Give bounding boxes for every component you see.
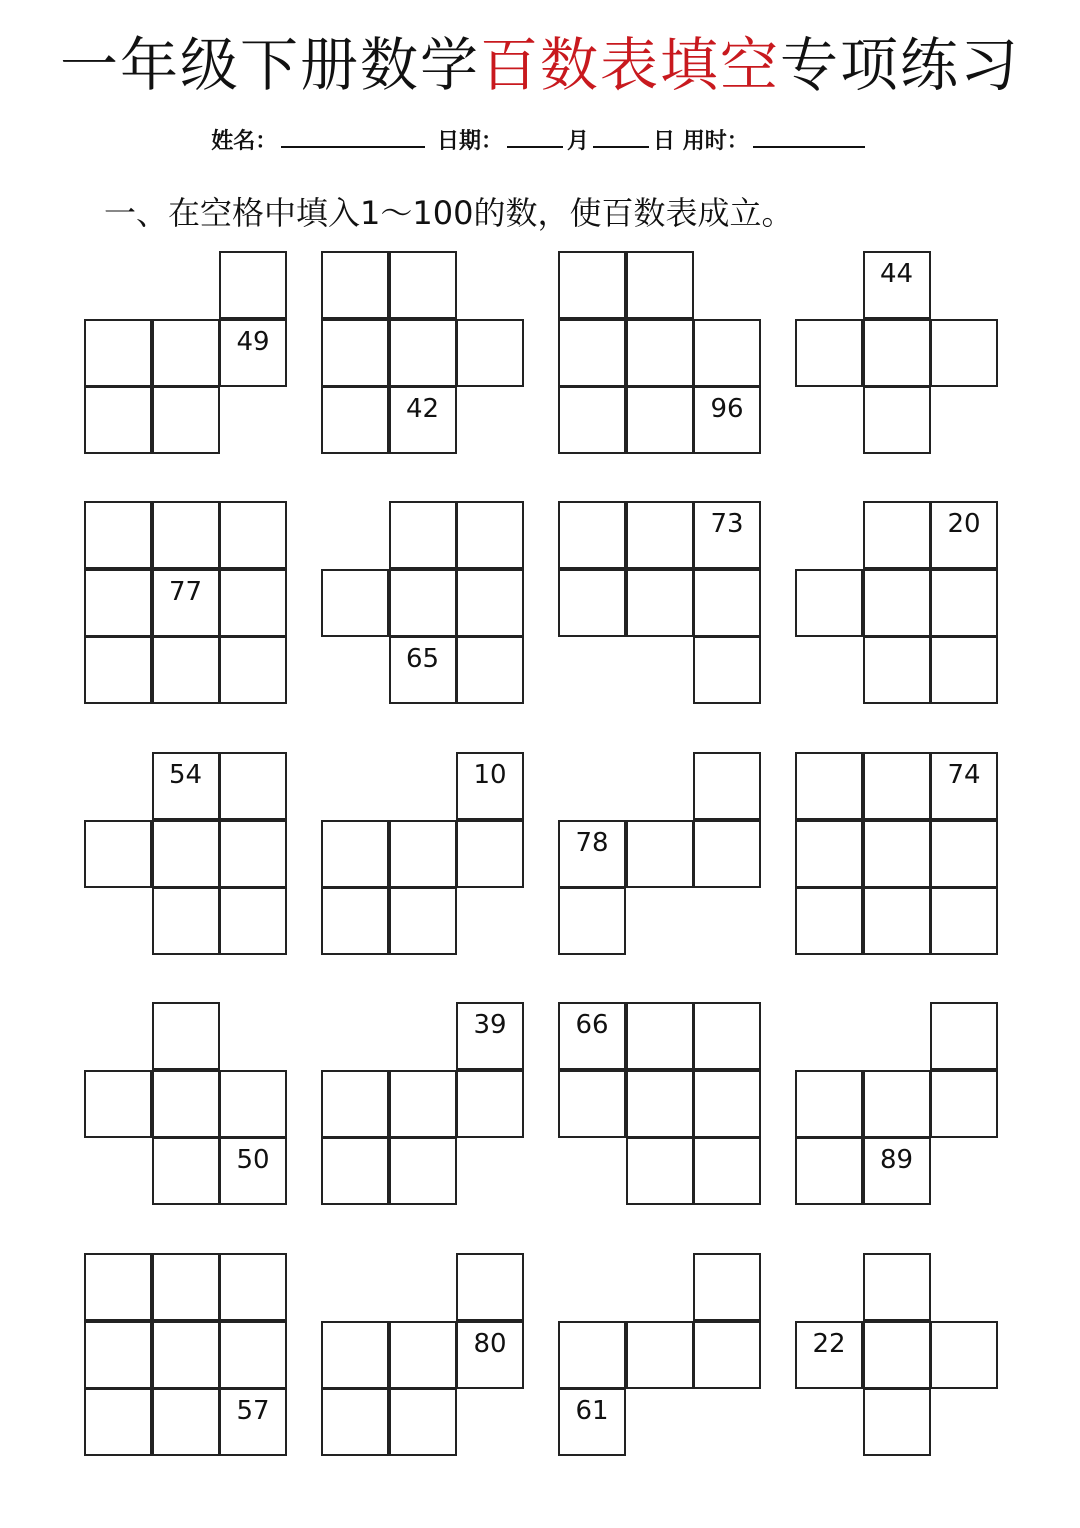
blank-cell[interactable] — [795, 752, 863, 820]
blank-cell[interactable] — [795, 1137, 863, 1205]
blank-cell[interactable] — [152, 887, 220, 955]
blank-cell[interactable] — [321, 319, 389, 387]
given-number: 80 — [473, 1328, 507, 1359]
time-blank[interactable] — [753, 126, 865, 148]
blank-cell[interactable] — [626, 569, 694, 637]
blank-cell[interactable] — [219, 569, 287, 637]
blank-cell[interactable] — [795, 319, 863, 387]
given-cell — [558, 1388, 626, 1456]
blank-cell[interactable] — [626, 251, 694, 319]
blank-cell[interactable] — [389, 319, 457, 387]
blank-cell[interactable] — [389, 251, 457, 319]
given-cell — [219, 1137, 287, 1205]
blank-cell[interactable] — [863, 319, 931, 387]
given-cell — [863, 251, 931, 319]
blank-cell[interactable] — [84, 501, 152, 569]
given-number: 89 — [879, 1145, 914, 1175]
blank-cell[interactable] — [693, 1253, 761, 1321]
blank-cell[interactable] — [558, 1321, 626, 1389]
given-number: 22 — [812, 1328, 846, 1359]
given-number: 73 — [710, 509, 744, 539]
given-number: 49 — [236, 326, 270, 357]
given-cell — [389, 636, 457, 704]
blank-cell[interactable] — [219, 752, 287, 820]
blank-cell[interactable] — [626, 1070, 694, 1138]
blank-cell[interactable] — [930, 1070, 998, 1138]
blank-cell[interactable] — [626, 1321, 694, 1389]
title-prefix: 一年级下册数学 — [59, 31, 480, 99]
page-title — [0, 18, 1080, 102]
blank-cell[interactable] — [321, 251, 389, 319]
blank-cell[interactable] — [456, 820, 524, 888]
blank-cell[interactable] — [693, 752, 761, 820]
blank-cell[interactable] — [152, 820, 220, 888]
blank-cell[interactable] — [84, 1253, 152, 1321]
blank-cell[interactable] — [152, 501, 220, 569]
blank-cell[interactable] — [84, 386, 152, 454]
blank-cell[interactable] — [84, 569, 152, 637]
blank-cell[interactable] — [863, 752, 931, 820]
blank-cell[interactable] — [693, 1002, 761, 1070]
blank-cell[interactable] — [558, 386, 626, 454]
given-cell — [558, 1002, 626, 1070]
title-highlight: 百数表填空 — [479, 31, 780, 99]
instruction-text: 一、在空格中填入1～100的数，使百数表成立。 — [104, 194, 794, 232]
blank-cell[interactable] — [321, 386, 389, 454]
blank-cell[interactable] — [626, 386, 694, 454]
blank-cell[interactable] — [693, 319, 761, 387]
blank-cell[interactable] — [152, 1137, 220, 1205]
given-number: 44 — [879, 259, 914, 289]
blank-cell[interactable] — [930, 820, 998, 888]
blank-cell[interactable] — [558, 501, 626, 569]
given-cell — [693, 386, 761, 454]
blank-cell[interactable] — [219, 251, 287, 319]
blank-cell[interactable] — [795, 569, 863, 637]
blank-cell[interactable] — [693, 636, 761, 704]
blank-cell[interactable] — [152, 319, 220, 387]
blank-cell[interactable] — [389, 1321, 457, 1389]
given-cell — [219, 1388, 287, 1456]
given-cell — [456, 1002, 524, 1070]
blank-cell[interactable] — [389, 1070, 457, 1138]
blank-cell[interactable] — [930, 1321, 998, 1389]
blank-cell[interactable] — [558, 569, 626, 637]
blank-cell[interactable] — [863, 1321, 931, 1389]
blank-cell[interactable] — [321, 820, 389, 888]
blank-cell[interactable] — [930, 636, 998, 704]
given-number: 57 — [236, 1396, 270, 1426]
given-number: 54 — [168, 760, 203, 790]
blank-cell[interactable] — [626, 319, 694, 387]
blank-cell[interactable] — [84, 1388, 152, 1456]
blank-cell[interactable] — [219, 1070, 287, 1138]
given-cell — [389, 386, 457, 454]
given-cell — [456, 1321, 524, 1389]
blank-cell[interactable] — [152, 1070, 220, 1138]
blank-cell[interactable] — [389, 1137, 457, 1205]
time-label: 用时： — [682, 129, 749, 154]
given-cell — [930, 501, 998, 569]
given-cell — [863, 1137, 931, 1205]
blank-cell[interactable] — [693, 1137, 761, 1205]
blank-cell[interactable] — [626, 1002, 694, 1070]
blank-cell[interactable] — [795, 820, 863, 888]
blank-cell[interactable] — [321, 569, 389, 637]
blank-cell[interactable] — [693, 569, 761, 637]
given-cell — [456, 752, 524, 820]
given-cell — [795, 1321, 863, 1389]
blank-cell[interactable] — [930, 887, 998, 955]
blank-cell[interactable] — [321, 1321, 389, 1389]
blank-cell[interactable] — [84, 319, 152, 387]
given-number: 78 — [575, 827, 609, 858]
given-cell — [152, 752, 220, 820]
blank-cell[interactable] — [84, 636, 152, 704]
blank-cell[interactable] — [219, 820, 287, 888]
blank-cell[interactable] — [219, 887, 287, 955]
blank-cell[interactable] — [321, 1137, 389, 1205]
blank-cell[interactable] — [84, 1070, 152, 1138]
blank-cell[interactable] — [558, 1070, 626, 1138]
blank-cell[interactable] — [456, 501, 524, 569]
blank-cell[interactable] — [863, 887, 931, 955]
given-number: 65 — [405, 644, 440, 674]
given-number: 96 — [710, 394, 744, 424]
month-blank[interactable] — [507, 126, 563, 148]
blank-cell[interactable] — [863, 1070, 931, 1138]
blank-cell[interactable] — [626, 501, 694, 569]
blank-cell[interactable] — [930, 569, 998, 637]
blank-cell[interactable] — [219, 501, 287, 569]
blank-cell[interactable] — [456, 1070, 524, 1138]
given-cell — [558, 820, 626, 888]
given-cell — [219, 319, 287, 387]
blank-cell[interactable] — [389, 1388, 457, 1456]
blank-cell[interactable] — [84, 1321, 152, 1389]
given-number: 39 — [473, 1010, 507, 1040]
blank-cell[interactable] — [389, 501, 457, 569]
blank-cell[interactable] — [389, 569, 457, 637]
blank-cell[interactable] — [152, 1253, 220, 1321]
blank-cell[interactable] — [219, 1253, 287, 1321]
given-number: 50 — [236, 1145, 270, 1175]
blank-cell[interactable] — [930, 319, 998, 387]
blank-cell[interactable] — [863, 569, 931, 637]
blank-cell[interactable] — [693, 820, 761, 888]
day-label: 日 — [653, 129, 676, 154]
name-blank[interactable] — [281, 126, 425, 148]
given-number: 61 — [575, 1396, 609, 1426]
student-info-row — [0, 124, 1080, 155]
blank-cell[interactable] — [863, 820, 931, 888]
blank-cell[interactable] — [863, 386, 931, 454]
blank-cell[interactable] — [219, 1321, 287, 1389]
month-label: 月 — [566, 129, 589, 154]
blank-cell[interactable] — [456, 319, 524, 387]
given-cell — [693, 501, 761, 569]
blank-cell[interactable] — [84, 820, 152, 888]
blank-cell[interactable] — [795, 1070, 863, 1138]
blank-cell[interactable] — [863, 501, 931, 569]
blank-cell[interactable] — [930, 1002, 998, 1070]
blank-cell[interactable] — [693, 1070, 761, 1138]
blank-cell[interactable] — [558, 251, 626, 319]
name-label: 姓名： — [211, 129, 278, 154]
date-label: 日期： — [436, 129, 503, 154]
blank-cell[interactable] — [863, 1253, 931, 1321]
day-blank[interactable] — [593, 126, 649, 148]
blank-cell[interactable] — [152, 1388, 220, 1456]
given-number: 20 — [947, 509, 981, 539]
given-number: 66 — [575, 1010, 609, 1040]
blank-cell[interactable] — [152, 1002, 220, 1070]
blank-cell[interactable] — [389, 887, 457, 955]
given-cell — [152, 569, 220, 637]
blank-cell[interactable] — [863, 1388, 931, 1456]
blank-cell[interactable] — [219, 636, 287, 704]
given-number: 42 — [405, 394, 440, 424]
blank-cell[interactable] — [152, 386, 220, 454]
blank-cell[interactable] — [456, 1253, 524, 1321]
given-number: 74 — [947, 760, 981, 790]
blank-cell[interactable] — [693, 1321, 761, 1389]
title-suffix: 专项练习 — [780, 31, 1021, 99]
blank-cell[interactable] — [389, 820, 457, 888]
blank-cell[interactable] — [795, 887, 863, 955]
blank-cell[interactable] — [456, 569, 524, 637]
given-cell — [930, 752, 998, 820]
blank-cell[interactable] — [321, 1070, 389, 1138]
blank-cell[interactable] — [456, 636, 524, 704]
blank-cell[interactable] — [558, 319, 626, 387]
given-number: 10 — [473, 760, 507, 790]
blank-cell[interactable] — [558, 887, 626, 955]
given-number: 77 — [168, 576, 203, 607]
blank-cell[interactable] — [626, 1137, 694, 1205]
blank-cell[interactable] — [321, 887, 389, 955]
blank-cell[interactable] — [626, 820, 694, 888]
blank-cell[interactable] — [152, 1321, 220, 1389]
blank-cell[interactable] — [321, 1388, 389, 1456]
blank-cell[interactable] — [863, 636, 931, 704]
blank-cell[interactable] — [152, 636, 220, 704]
